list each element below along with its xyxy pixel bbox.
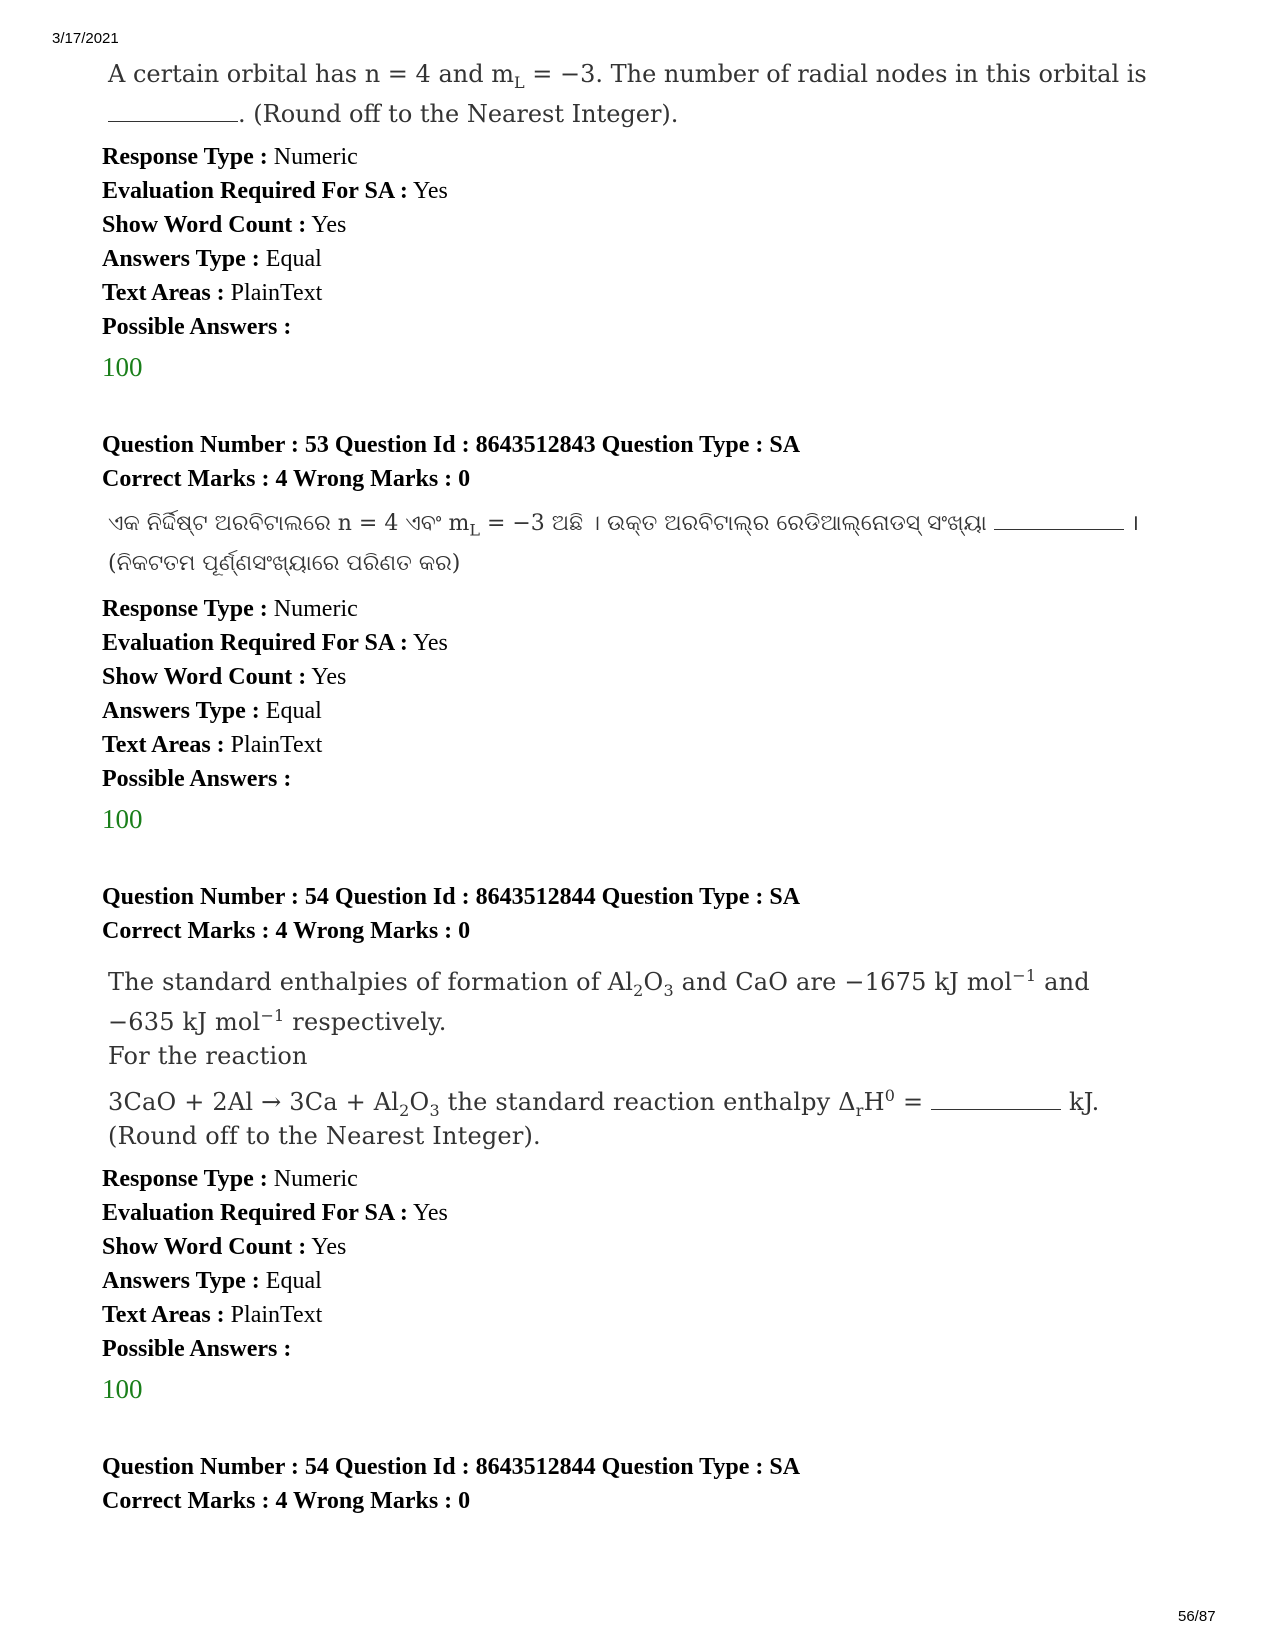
page-number: 56/87 [1178, 1608, 1216, 1625]
q53-possible-answer: 100 [102, 804, 143, 834]
q53-header: Question Number : 53 Question Id : 8643512843 Question Type : SA Correct Marks : 4 Wrong Marks : 0 [102, 432, 801, 492]
q54b-header: Question Number : 54 Question Id : 8643512844 Question Type : SA Correct Marks : 4 Wrong Marks : 0 [102, 1454, 801, 1514]
q54-question-text: The standard enthalpies of formation of $Al_2O_3$ and CaO are −1675 kJ mol$^{-1}$ and −635 kJ mol$^{-1}$ respectively. For the reaction $3CaO + 2Al \to 3Ca + Al_2O_3$ the standard reaction enthalpy $\Delta_rH^0$ = kJ. (Round off to the Nearest Integer). [108, 966, 1100, 1150]
q52-question-text: A certain orbital has n = 4 and $m_L = -3$. The number of radial nodes in this orbital is . (Round off to the Nearest Integer). [108, 60, 1147, 128]
q54-meta: Response Type : Numeric Evaluation Required For SA : Yes Show Word Count : Yes Answers Type : Equal Text Areas : PlainText Possible Answers : [102, 1166, 448, 1362]
answer-blank [108, 97, 238, 122]
q53-question-text: ଏକ ନିର୍ଦ୍ଦିଷ୍ଟ ଅରବିଟାଲରେ n = 4 ଏବଂ $m_L = -3$ ଅଛି । ଉକ୍ତ ଅରବିଟାଲ୍‌ର ରେଡିଆଲ୍‌ନୋଡସ୍ ସଂଖ୍ୟା । (ନିକଟତମ ପୂର୍ଣ୍ଣସଂଖ୍ୟାରେ ପରିଣତ କର) [108, 504, 1139, 584]
print-date: 3/17/2021 [52, 30, 119, 47]
q53-meta: Response Type : Numeric Evaluation Required For SA : Yes Show Word Count : Yes Answers Type : Equal Text Areas : PlainText Possible Answers : [102, 596, 448, 792]
answer-blank [931, 1085, 1061, 1110]
q54-possible-answer: 100 [102, 1374, 143, 1404]
q52-meta: Response Type : Numeric Evaluation Required For SA : Yes Show Word Count : Yes Answers Type : Equal Text Areas : PlainText Possible Answers : [102, 144, 448, 340]
q54-header: Question Number : 54 Question Id : 8643512844 Question Type : SA Correct Marks : 4 Wrong Marks : 0 [102, 884, 801, 944]
q52-possible-answer: 100 [102, 352, 143, 382]
answer-blank [994, 505, 1124, 530]
